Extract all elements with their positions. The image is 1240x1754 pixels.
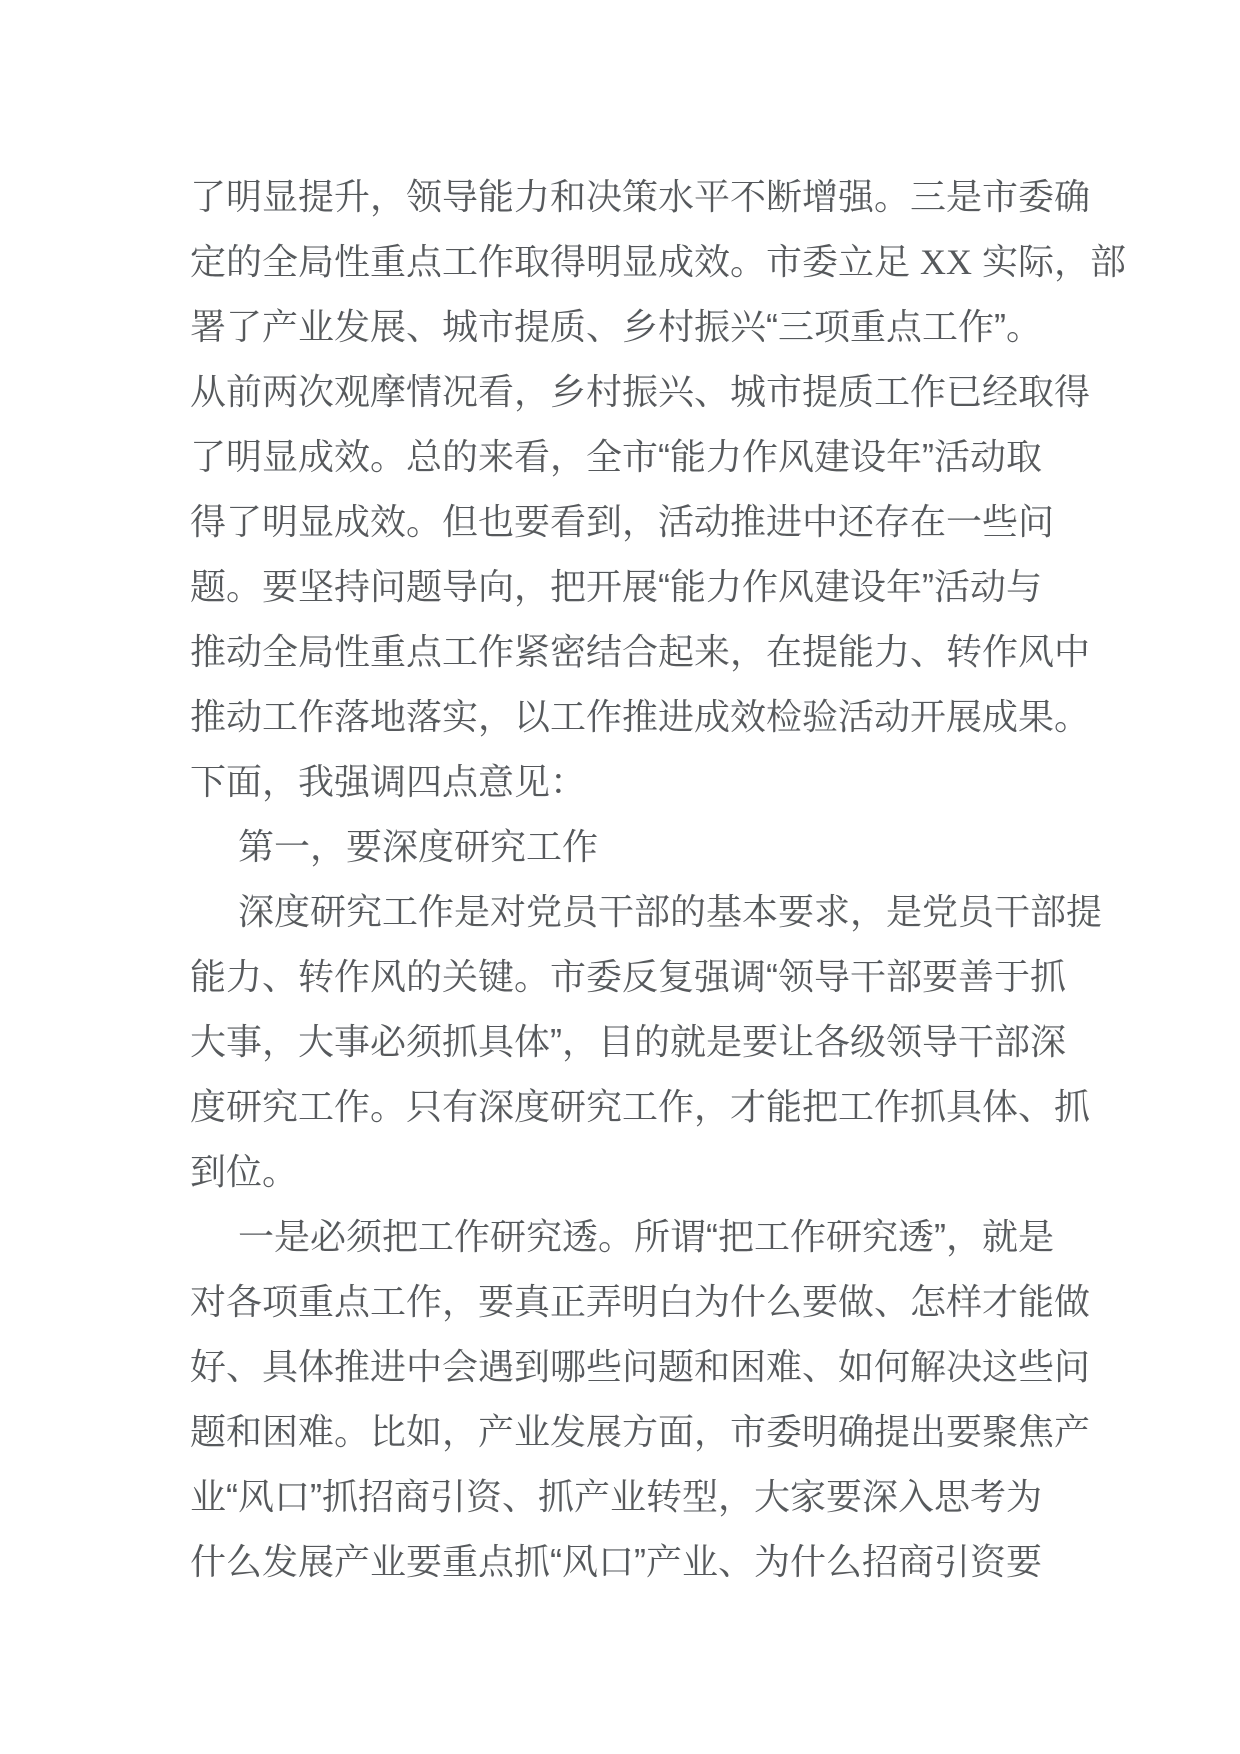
text-line: 推动工作落地落实，以工作推进成效检验活动开展成果。	[190, 696, 1091, 737]
text-line: 题。要坚持问题导向，把开展“能力作风建设年”活动与	[190, 566, 1042, 607]
paragraph	[190, 879, 1103, 1204]
text-line: 推动全局性重点工作紧密结合起来，在提能力、转作风中	[190, 631, 1091, 672]
text-line: 题和困难。比如，产业发展方面，市委明确提出要聚焦产	[190, 1411, 1091, 1452]
text-line: 一是必须把工作研究透。所谓“把工作研究透”，就是	[238, 1216, 1054, 1257]
text-line: 深度研究工作是对党员干部的基本要求，是党员干部提	[238, 891, 1103, 932]
text-line: 了明显提升，领导能力和决策水平不断增强。三是市委确	[190, 176, 1091, 217]
paragraph	[190, 1204, 1091, 1594]
text-line: 了明显成效。总的来看，全市“能力作风建设年”活动取	[190, 436, 1042, 477]
text-line: 大事，大事必须抓具体”，目的就是要让各级领导干部深	[190, 1021, 1066, 1062]
text-line: 业“风口”抓招商引资、抓产业转型，大家要深入思考为	[190, 1476, 1042, 1517]
text-line: 好、具体推进中会遇到哪些问题和困难、如何解决这些问	[190, 1346, 1091, 1387]
text-line: 第一，要深度研究工作	[238, 826, 599, 867]
text-line: 度研究工作。只有深度研究工作，才能把工作抓具体、抓	[190, 1086, 1091, 1127]
section-heading	[190, 814, 1056, 879]
text-line: 从前两次观摩情况看，乡村振兴、城市提质工作已经取得	[190, 371, 1091, 412]
text-line: 定的全局性重点工作取得明显成效。市委立足 XX 实际，部	[190, 241, 1127, 282]
text-line: 到位。	[190, 1151, 299, 1192]
text-line: 能力、转作风的关键。市委反复强调“领导干部要善于抓	[190, 956, 1066, 997]
text-line: 什么发展产业要重点抓“风口”产业、为什么招商引资要	[190, 1541, 1042, 1582]
paragraph-continued	[190, 164, 1127, 814]
text-line: 署了产业发展、城市提质、乡村振兴“三项重点工作”。	[190, 306, 1042, 347]
document-body	[190, 164, 1127, 1594]
text-line: 下面，我强调四点意见：	[190, 761, 587, 802]
text-line: 对各项重点工作，要真正弄明白为什么要做、怎样才能做	[190, 1281, 1091, 1322]
latin-placeholder-text: XX	[920, 242, 973, 282]
text-line: 得了明显成效。但也要看到，活动推进中还存在一些问	[190, 501, 1055, 542]
